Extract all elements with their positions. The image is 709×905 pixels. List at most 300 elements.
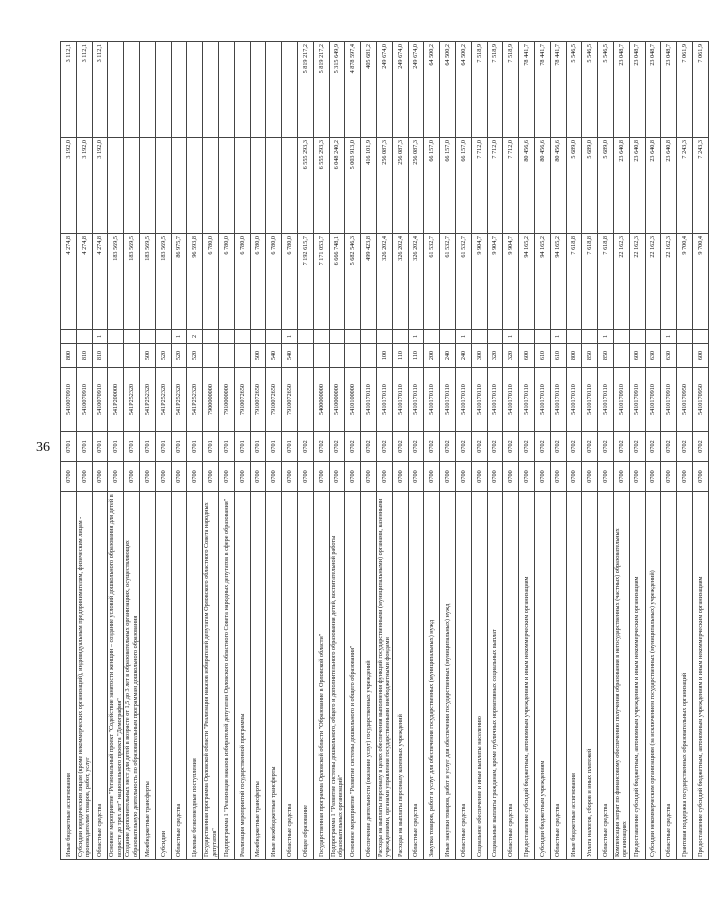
cell-d: 540 xyxy=(266,344,282,368)
cell-e: 1 xyxy=(503,330,519,344)
cell-b: 0701 xyxy=(250,432,266,462)
cell-e: 1 xyxy=(408,330,424,344)
cell-b: 0701 xyxy=(282,432,298,462)
cell-b: 0701 xyxy=(187,432,203,462)
cell-e xyxy=(345,330,361,344)
cell-c: 5410170110 xyxy=(424,368,440,432)
cell-name: Социальные выплаты гражданам, кроме публичных нормативных социальных выплат xyxy=(487,492,503,860)
cell-h xyxy=(282,42,298,138)
cell-b: 0701 xyxy=(76,432,92,462)
cell-g: 23 640,8 xyxy=(645,138,661,234)
cell-f: 326 202,4 xyxy=(392,234,408,330)
cell-c: 5410170110 xyxy=(408,368,424,432)
cell-a: 0700 xyxy=(250,462,266,492)
cell-b: 0701 xyxy=(203,432,219,462)
cell-c: 5410170950 xyxy=(677,368,693,432)
cell-b: 0702 xyxy=(503,432,519,462)
cell-e xyxy=(535,330,551,344)
cell-c: 5410070910 xyxy=(92,368,108,432)
cell-b: 0702 xyxy=(519,432,535,462)
cell-name: Предоставление субсидий бюджетным, автономным учреждениям и иным некоммерческим организациям xyxy=(629,492,645,860)
table-row xyxy=(219,42,235,860)
cell-name: Создание дополнительных мест для детей в возрасте от 1,5 до 3 лет в образовательных организациях, осуществляющих образовательную деятельность по образовательным программам дошкольного образования xyxy=(124,492,140,860)
cell-b: 0702 xyxy=(392,432,408,462)
cell-d xyxy=(329,344,345,368)
cell-d: 520 xyxy=(171,344,187,368)
cell-c: 5410170110 xyxy=(361,368,377,432)
table-row xyxy=(377,42,393,860)
cell-g: 3 192,0 xyxy=(76,138,92,234)
cell-e: 1 xyxy=(598,330,614,344)
cell-g: 80 456,6 xyxy=(535,138,551,234)
cell-a: 0700 xyxy=(456,462,472,492)
cell-a: 0700 xyxy=(487,462,503,492)
cell-a: 0700 xyxy=(582,462,598,492)
cell-c: 5410170110 xyxy=(550,368,566,432)
cell-f: 6 780,0 xyxy=(250,234,266,330)
cell-h: 78 441,7 xyxy=(535,42,551,138)
cell-name: Субсидии xyxy=(155,492,171,860)
cell-a: 0700 xyxy=(140,462,156,492)
cell-name: Областные средства xyxy=(171,492,187,860)
cell-b: 0701 xyxy=(108,432,124,462)
cell-e xyxy=(219,330,235,344)
cell-g: 256 087,3 xyxy=(377,138,393,234)
cell-f: 61 532,7 xyxy=(456,234,472,330)
table-row xyxy=(629,42,645,860)
cell-a: 0700 xyxy=(535,462,551,492)
cell-c: 7910072650 xyxy=(234,368,250,432)
table-row xyxy=(345,42,361,860)
cell-e xyxy=(124,330,140,344)
cell-b: 0702 xyxy=(313,432,329,462)
cell-a: 0700 xyxy=(613,462,629,492)
cell-g: 256 087,3 xyxy=(392,138,408,234)
cell-f: 61 532,7 xyxy=(424,234,440,330)
cell-g: 7 243,3 xyxy=(692,138,708,234)
cell-a: 0700 xyxy=(92,462,108,492)
cell-d: 610 xyxy=(535,344,551,368)
table-row xyxy=(519,42,535,860)
cell-h: 23 048,7 xyxy=(645,42,661,138)
cell-d: 850 xyxy=(598,344,614,368)
cell-a: 0700 xyxy=(203,462,219,492)
cell-f: 7 192 615,7 xyxy=(298,234,314,330)
cell-h: 249 674,0 xyxy=(392,42,408,138)
cell-d: 610 xyxy=(550,344,566,368)
table-row xyxy=(203,42,219,860)
cell-h: 4 878 597,4 xyxy=(345,42,361,138)
cell-c: 7900000000 xyxy=(203,368,219,432)
cell-e xyxy=(424,330,440,344)
cell-e xyxy=(140,330,156,344)
cell-a: 0700 xyxy=(598,462,614,492)
cell-name: Государственная программа Орловской области "Реализация наказов избирателей депутатам Орловского областного Совета народных депутатов" xyxy=(203,492,219,860)
cell-d: 320 xyxy=(503,344,519,368)
cell-g xyxy=(140,138,156,234)
cell-c: 7910000000 xyxy=(219,368,235,432)
cell-c: 5410170910 xyxy=(629,368,645,432)
cell-f: 22 162,3 xyxy=(613,234,629,330)
cell-f: 183 569,5 xyxy=(140,234,156,330)
cell-b: 0702 xyxy=(456,432,472,462)
cell-f: 94 165,2 xyxy=(550,234,566,330)
cell-name: Иные бюджетные ассигнования xyxy=(566,492,582,860)
cell-b: 0702 xyxy=(677,432,693,462)
cell-name: Межбюджетные трансферты xyxy=(250,492,266,860)
cell-e xyxy=(361,330,377,344)
cell-e xyxy=(266,330,282,344)
cell-a: 0700 xyxy=(234,462,250,492)
cell-c: 7910072650 xyxy=(266,368,282,432)
table-row xyxy=(408,42,424,860)
cell-a: 0700 xyxy=(408,462,424,492)
cell-name: Областные средства xyxy=(503,492,519,860)
cell-g: 3 192,0 xyxy=(92,138,108,234)
cell-f: 326 202,4 xyxy=(408,234,424,330)
cell-c: 5410170110 xyxy=(535,368,551,432)
cell-f: 94 165,2 xyxy=(535,234,551,330)
cell-c: 7910072650 xyxy=(282,368,298,432)
cell-h: 7 518,9 xyxy=(487,42,503,138)
cell-a: 0700 xyxy=(566,462,582,492)
cell-b: 0702 xyxy=(661,432,677,462)
cell-f: 9 904,7 xyxy=(503,234,519,330)
cell-name: Реализация мероприятий государственной программы xyxy=(234,492,250,860)
cell-name: Подпрограмма 1 "Развитие системы дошкольного, общего и дополнительного образования детей, воспитательной работы образовательных организаций" xyxy=(329,492,345,860)
cell-g xyxy=(250,138,266,234)
cell-f: 6 780,0 xyxy=(234,234,250,330)
cell-a: 0700 xyxy=(550,462,566,492)
cell-h: 78 441,7 xyxy=(550,42,566,138)
cell-g xyxy=(108,138,124,234)
cell-h: 7 518,9 xyxy=(503,42,519,138)
cell-name: Областные средства xyxy=(456,492,472,860)
cell-name: Иные закупки товаров, работ и услуг для обеспечения государственных (муниципальных) нужд xyxy=(440,492,456,860)
cell-b: 0701 xyxy=(266,432,282,462)
cell-h: 5 546,5 xyxy=(582,42,598,138)
cell-f: 326 202,4 xyxy=(377,234,393,330)
cell-h: 23 048,7 xyxy=(613,42,629,138)
cell-c: 5410170910 xyxy=(645,368,661,432)
cell-name: Предоставление субсидий бюджетным, автономным учреждениям и иным некоммерческим организациям xyxy=(692,492,708,860)
cell-e xyxy=(566,330,582,344)
cell-b: 0701 xyxy=(234,432,250,462)
table-row xyxy=(392,42,408,860)
cell-g xyxy=(282,138,298,234)
cell-a: 0700 xyxy=(266,462,282,492)
cell-f: 4 274,8 xyxy=(76,234,92,330)
cell-h: 5 315 649,9 xyxy=(329,42,345,138)
cell-h: 3 112,1 xyxy=(92,42,108,138)
cell-d xyxy=(108,344,124,368)
cell-a: 0700 xyxy=(171,462,187,492)
cell-h: 5 819 217,2 xyxy=(313,42,329,138)
cell-e xyxy=(250,330,266,344)
cell-g xyxy=(124,138,140,234)
cell-h: 5 546,5 xyxy=(598,42,614,138)
cell-b: 0702 xyxy=(692,432,708,462)
cell-a: 0700 xyxy=(503,462,519,492)
cell-g: 23 640,8 xyxy=(661,138,677,234)
cell-f: 96 593,8 xyxy=(187,234,203,330)
cell-e xyxy=(471,330,487,344)
cell-f: 499 423,8 xyxy=(361,234,377,330)
cell-c: 5410000000 xyxy=(329,368,345,432)
cell-name: Общее образование xyxy=(298,492,314,860)
cell-h: 3 112,1 xyxy=(61,42,77,138)
cell-c: 541P252320 xyxy=(171,368,187,432)
cell-e xyxy=(677,330,693,344)
cell-f: 5 682 546,3 xyxy=(345,234,361,330)
cell-b: 0702 xyxy=(408,432,424,462)
cell-b: 0702 xyxy=(550,432,566,462)
cell-d xyxy=(298,344,314,368)
table-row xyxy=(282,42,298,860)
cell-f: 7 618,8 xyxy=(582,234,598,330)
cell-f: 86 975,7 xyxy=(171,234,187,330)
cell-g: 66 157,0 xyxy=(424,138,440,234)
cell-d: 100 xyxy=(377,344,393,368)
cell-g: 7 243,3 xyxy=(677,138,693,234)
table-row xyxy=(171,42,187,860)
cell-g: 5 689,0 xyxy=(566,138,582,234)
cell-d: 630 xyxy=(645,344,661,368)
cell-h: 405 681,2 xyxy=(361,42,377,138)
table-row xyxy=(329,42,345,860)
cell-e xyxy=(582,330,598,344)
cell-a: 0700 xyxy=(298,462,314,492)
cell-c: 5410170110 xyxy=(440,368,456,432)
cell-h xyxy=(234,42,250,138)
cell-a: 0700 xyxy=(377,462,393,492)
cell-c: 5410170110 xyxy=(377,368,393,432)
cell-h: 23 048,7 xyxy=(661,42,677,138)
table-row xyxy=(92,42,108,860)
table-row xyxy=(692,42,708,860)
cell-a: 0700 xyxy=(219,462,235,492)
cell-d: 520 xyxy=(187,344,203,368)
cell-e xyxy=(313,330,329,344)
cell-d: 800 xyxy=(61,344,77,368)
cell-name: Иные бюджетные ассигнования xyxy=(61,492,77,860)
cell-d xyxy=(219,344,235,368)
cell-a: 0700 xyxy=(392,462,408,492)
cell-g xyxy=(266,138,282,234)
cell-name: Компенсация затрат по финансовому обеспечению получения образования в негосударственных (частных) образовательных организациях xyxy=(613,492,629,860)
table-row xyxy=(140,42,156,860)
cell-e: 1 xyxy=(550,330,566,344)
cell-c: 5410170110 xyxy=(582,368,598,432)
cell-name: Уплата налогов, сборов и иных платежей xyxy=(582,492,598,860)
cell-d: 320 xyxy=(487,344,503,368)
cell-b: 0701 xyxy=(219,432,235,462)
cell-h: 64 500,2 xyxy=(456,42,472,138)
table-row xyxy=(298,42,314,860)
cell-a: 0700 xyxy=(345,462,361,492)
cell-c: 5410070910 xyxy=(76,368,92,432)
cell-a: 0700 xyxy=(187,462,203,492)
cell-e xyxy=(645,330,661,344)
cell-b: 0702 xyxy=(424,432,440,462)
cell-d: 110 xyxy=(392,344,408,368)
cell-d: 630 xyxy=(661,344,677,368)
cell-f: 7 618,8 xyxy=(598,234,614,330)
cell-d xyxy=(313,344,329,368)
table-row xyxy=(566,42,582,860)
cell-b: 0701 xyxy=(140,432,156,462)
cell-name: Субсидии бюджетным учреждениям xyxy=(535,492,551,860)
cell-h xyxy=(187,42,203,138)
cell-g: 23 640,8 xyxy=(629,138,645,234)
cell-e xyxy=(629,330,645,344)
cell-b: 0702 xyxy=(440,432,456,462)
cell-h: 7 061,9 xyxy=(692,42,708,138)
cell-b: 0702 xyxy=(613,432,629,462)
cell-e xyxy=(692,330,708,344)
cell-a: 0700 xyxy=(155,462,171,492)
cell-c: 5410170950 xyxy=(692,368,708,432)
cell-a: 0700 xyxy=(124,462,140,492)
cell-name: Грантовая поддержка государственных образовательных организаций xyxy=(677,492,693,860)
cell-b: 0702 xyxy=(361,432,377,462)
cell-h: 78 441,7 xyxy=(519,42,535,138)
table-row xyxy=(361,42,377,860)
cell-d: 200 xyxy=(424,344,440,368)
cell-a: 0700 xyxy=(471,462,487,492)
table-row xyxy=(645,42,661,860)
cell-d xyxy=(124,344,140,368)
cell-c: 5410170110 xyxy=(566,368,582,432)
table-row xyxy=(108,42,124,860)
cell-b: 0702 xyxy=(566,432,582,462)
cell-b: 0702 xyxy=(298,432,314,462)
cell-e: 1 xyxy=(661,330,677,344)
cell-h xyxy=(171,42,187,138)
cell-e xyxy=(61,330,77,344)
cell-f: 9 904,7 xyxy=(471,234,487,330)
table-row xyxy=(424,42,440,860)
cell-b: 0702 xyxy=(377,432,393,462)
cell-name: Межбюджетные трансферты xyxy=(140,492,156,860)
cell-h: 64 500,2 xyxy=(424,42,440,138)
cell-name: Субсидии юридическим лицам (кроме некоммерческих организаций), индивидуальным предпринимателям, физическим лицам - производителям товаров, работ, услуг xyxy=(76,492,92,860)
cell-h xyxy=(219,42,235,138)
cell-g xyxy=(219,138,235,234)
cell-d: 810 xyxy=(92,344,108,368)
cell-name: Расходы на выплаты персоналу в целях обеспечения выполнения функций государственными (муниципальными) органами, казенными учреждениями, органами управления государственными внебюджетными фондами xyxy=(377,492,393,860)
cell-c: 5410170110 xyxy=(471,368,487,432)
cell-g: 256 087,3 xyxy=(408,138,424,234)
cell-c: 5400000000 xyxy=(313,368,329,432)
cell-e xyxy=(392,330,408,344)
cell-g xyxy=(187,138,203,234)
cell-e: 2 xyxy=(187,330,203,344)
cell-d xyxy=(203,344,219,368)
cell-name: Субсидии некоммерческим организациям (за исключением государственных (муниципальных) учреждений) xyxy=(645,492,661,860)
cell-d: 810 xyxy=(76,344,92,368)
cell-c: 541P252320 xyxy=(155,368,171,432)
table-row xyxy=(234,42,250,860)
cell-name: Расходы на выплаты персоналу казенных учреждений xyxy=(392,492,408,860)
cell-f: 9 700,4 xyxy=(677,234,693,330)
cell-b: 0702 xyxy=(345,432,361,462)
cell-a: 0700 xyxy=(677,462,693,492)
cell-name: Социальное обеспечение и иные выплаты населению xyxy=(471,492,487,860)
cell-a: 0700 xyxy=(108,462,124,492)
table-row xyxy=(598,42,614,860)
cell-d: 520 xyxy=(155,344,171,368)
cell-d: 600 xyxy=(692,344,708,368)
cell-h: 249 674,0 xyxy=(377,42,393,138)
cell-name: Иные межбюджетные трансферты xyxy=(266,492,282,860)
cell-b: 0702 xyxy=(582,432,598,462)
cell-h: 7 061,9 xyxy=(677,42,693,138)
cell-name: Предоставление субсидий бюджетным, автономным учреждениям и иным некоммерческим организациям xyxy=(519,492,535,860)
cell-a: 0700 xyxy=(519,462,535,492)
cell-d: 300 xyxy=(471,344,487,368)
cell-c: 541P252320 xyxy=(187,368,203,432)
cell-b: 0702 xyxy=(487,432,503,462)
cell-f: 6 780,0 xyxy=(219,234,235,330)
cell-f: 7 171 053,7 xyxy=(313,234,329,330)
cell-d xyxy=(345,344,361,368)
cell-h xyxy=(250,42,266,138)
cell-f: 61 532,7 xyxy=(440,234,456,330)
cell-c: 5410170110 xyxy=(456,368,472,432)
cell-e xyxy=(377,330,393,344)
table-row xyxy=(535,42,551,860)
cell-h xyxy=(124,42,140,138)
cell-name: Основное мероприятие "Региональный проект "Содействие занятости женщин – создание условий дошкольного образования для детей в возрасте до трех лет" национального проекта "Демография" xyxy=(108,492,124,860)
cell-g xyxy=(234,138,250,234)
cell-a: 0700 xyxy=(440,462,456,492)
table-row xyxy=(487,42,503,860)
cell-d: 500 xyxy=(140,344,156,368)
cell-a: 0700 xyxy=(645,462,661,492)
cell-f: 22 162,3 xyxy=(661,234,677,330)
cell-name: Государственная программа Орловской области "Образование в Орловской области" xyxy=(313,492,329,860)
cell-g xyxy=(171,138,187,234)
cell-h: 23 048,7 xyxy=(629,42,645,138)
page-number: 36 xyxy=(36,440,50,455)
table-row xyxy=(250,42,266,860)
cell-f: 4 274,8 xyxy=(61,234,77,330)
cell-c: 5410170910 xyxy=(661,368,677,432)
cell-e xyxy=(203,330,219,344)
cell-f: 9 904,7 xyxy=(487,234,503,330)
cell-name: Областные средства xyxy=(408,492,424,860)
cell-a: 0700 xyxy=(61,462,77,492)
cell-c: 7910072650 xyxy=(250,368,266,432)
cell-a: 0700 xyxy=(692,462,708,492)
cell-e xyxy=(298,330,314,344)
cell-d: 600 xyxy=(629,344,645,368)
cell-d xyxy=(613,344,629,368)
cell-a: 0700 xyxy=(76,462,92,492)
cell-a: 0700 xyxy=(361,462,377,492)
cell-e: 1 xyxy=(282,330,298,344)
cell-f: 6 780,0 xyxy=(203,234,219,330)
cell-g: 80 456,6 xyxy=(550,138,566,234)
cell-name: Областные средства xyxy=(282,492,298,860)
cell-name: Закупка товаров, работ и услуг для обеспечения государственных (муниципальных) нужд xyxy=(424,492,440,860)
cell-f: 7 618,8 xyxy=(566,234,582,330)
cell-g: 66 157,0 xyxy=(440,138,456,234)
cell-a: 0700 xyxy=(661,462,677,492)
cell-h xyxy=(140,42,156,138)
cell-d xyxy=(234,344,250,368)
